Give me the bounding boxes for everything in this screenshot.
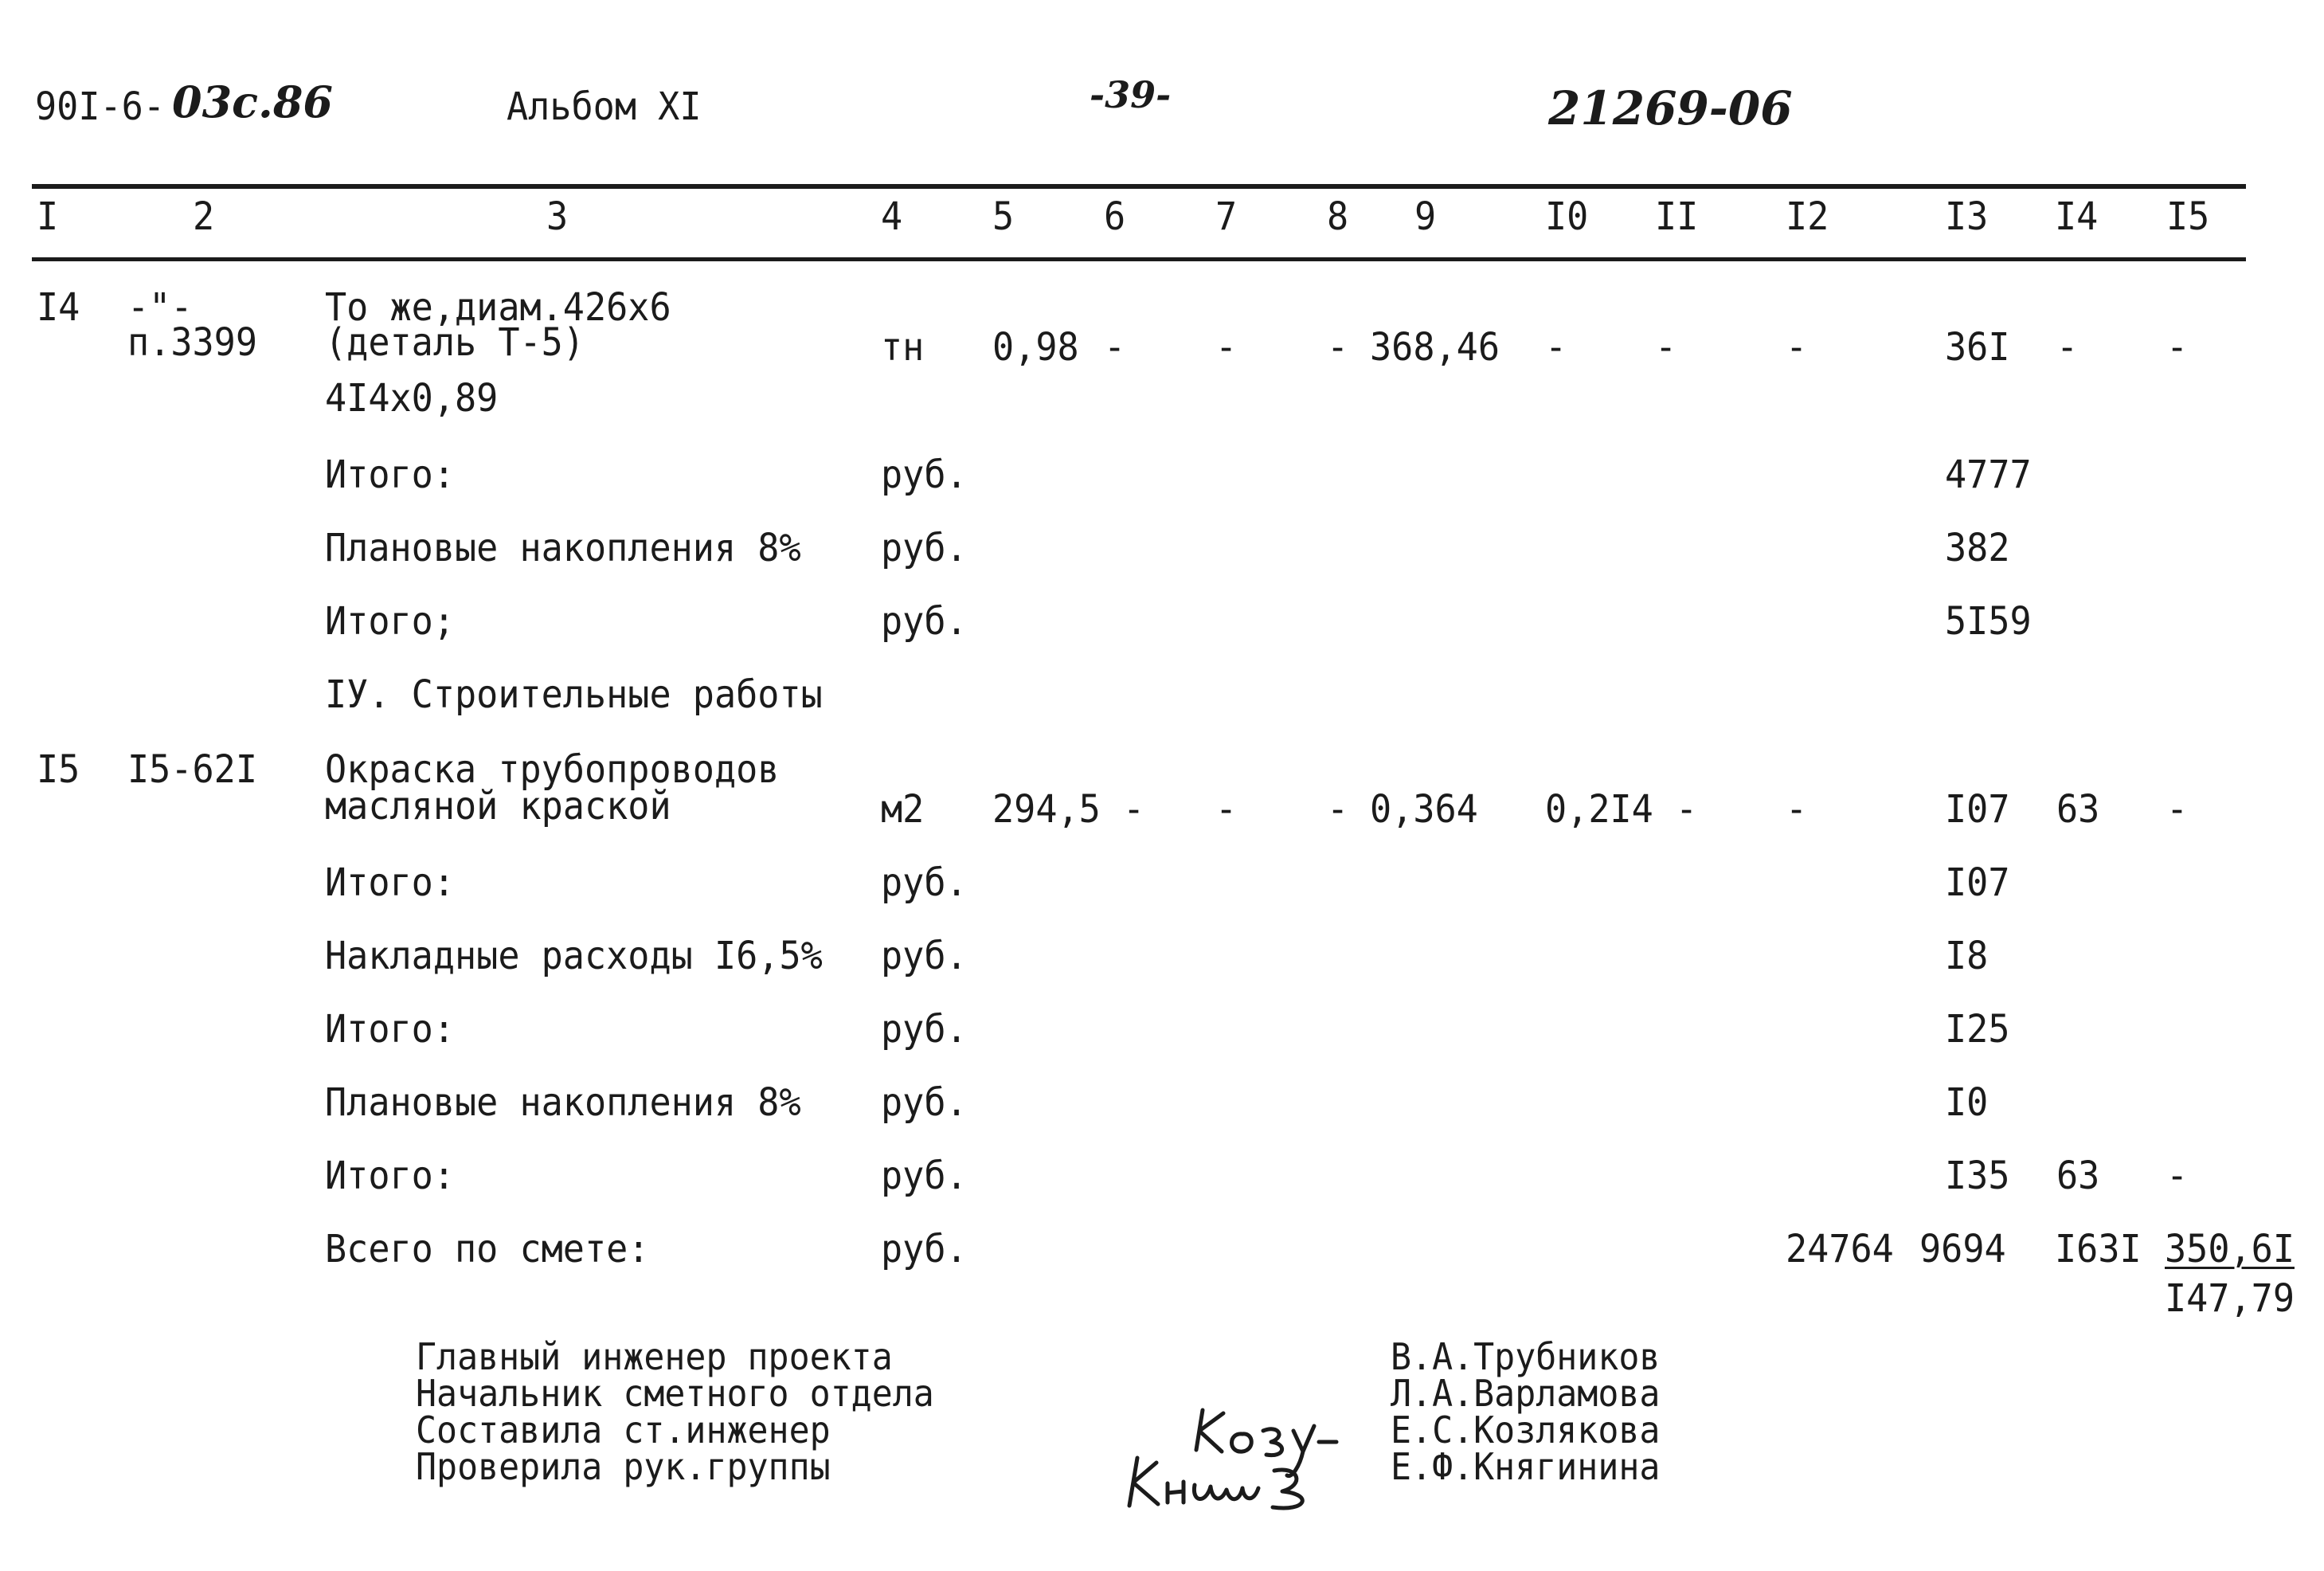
grand-total-unit: руб. — [881, 1227, 968, 1271]
signature-name: Л.А.Варламова — [1391, 1372, 1661, 1415]
subtotal-label: Накладные расходы I6,5% — [325, 934, 823, 978]
row-description: Окраска трубопроводов — [325, 747, 780, 792]
column-header: 8 — [1327, 194, 1349, 239]
subtotal-value: I35 — [1945, 1154, 2010, 1198]
grand-total-value: 9694 — [1919, 1227, 2006, 1271]
row-quantity: 294,5 — [992, 787, 1101, 832]
row-cell: - — [1215, 325, 1238, 370]
column-header: 7 — [1215, 194, 1238, 239]
subtotal-value: I25 — [1945, 1007, 2010, 1052]
subtotal-value: - — [2166, 1154, 2189, 1198]
column-header: II — [1655, 194, 1699, 239]
row-quantity: 0,98 — [992, 325, 1079, 370]
page-number: -39- — [1090, 73, 1172, 116]
row-cell: 36I — [1945, 325, 2010, 370]
column-header: I3 — [1945, 194, 1989, 239]
column-header: I4 — [2055, 194, 2099, 239]
subtotal-unit: руб. — [881, 934, 968, 978]
document-code-handwritten: 03с.86 — [172, 76, 333, 127]
row-cell: 0,2I4 — [1545, 787, 1653, 832]
subtotal-label: Итого: — [325, 1007, 455, 1052]
subtotal-value: 382 — [1945, 526, 2010, 570]
header-rule — [32, 257, 2246, 261]
subtotal-unit: руб. — [881, 860, 968, 905]
subtotal-unit: руб. — [881, 1007, 968, 1052]
column-header: 2 — [193, 194, 215, 239]
row-reference: I5-62I — [127, 747, 257, 792]
subtotal-unit: руб. — [881, 452, 968, 497]
row-number: I5 — [37, 747, 80, 792]
document-number: 21269-06 — [1548, 81, 1793, 135]
grand-total-value: 350,6I — [2165, 1227, 2295, 1271]
row-cell: - — [1104, 325, 1126, 370]
section-title: IУ. Строительные работы — [325, 672, 823, 717]
row-cell: - — [1786, 325, 1808, 370]
subtotal-unit: руб. — [881, 526, 968, 570]
row-cell: - — [1655, 325, 1677, 370]
subtotal-label: Итого: — [325, 860, 455, 905]
row-number: I4 — [37, 285, 80, 330]
signature-name: В.А.Трубников — [1391, 1335, 1661, 1378]
row-cell: - — [1123, 787, 1145, 832]
row-cell: - — [1676, 787, 1698, 832]
subtotal-value: I07 — [1945, 860, 2010, 905]
signature-role: Составила ст.инженер — [416, 1408, 831, 1452]
signature-role: Главный инженер проекта — [416, 1335, 893, 1378]
subtotal-label: Плановые накопления 8% — [325, 1080, 801, 1125]
subtotal-label: Итого; — [325, 599, 455, 644]
row-cell: - — [2166, 787, 2189, 832]
row-price: 368,46 — [1370, 325, 1500, 370]
row-cell: - — [1545, 325, 1567, 370]
row-reference: -"- — [127, 285, 193, 330]
row-description: масляной краской — [325, 784, 671, 829]
signature-name: Е.Ф.Княгинина — [1391, 1445, 1661, 1488]
row-cell: - — [1215, 787, 1238, 832]
column-header: I2 — [1786, 194, 1829, 239]
subtotal-label: Итого: — [325, 1154, 455, 1198]
row-description: (деталь Т-5) — [325, 320, 585, 365]
row-description: 4I4x0,89 — [325, 376, 499, 421]
subtotal-unit: руб. — [881, 599, 968, 644]
column-header: I — [37, 194, 59, 239]
row-cell: 63 — [2056, 787, 2100, 832]
row-cell: - — [1327, 787, 1349, 832]
top-rule — [32, 184, 2246, 189]
handwritten-signature — [1123, 1402, 1378, 1514]
signature-name: Е.С.Козлякова — [1391, 1408, 1661, 1452]
row-price: 0,364 — [1370, 787, 1478, 832]
grand-total-value: I63I — [2055, 1227, 2142, 1271]
subtotal-value: I8 — [1945, 934, 1989, 978]
column-header: 4 — [881, 194, 903, 239]
subtotal-label: Плановые накопления 8% — [325, 526, 801, 570]
subtotal-value: 4777 — [1945, 452, 2032, 497]
row-cell: I07 — [1945, 787, 2010, 832]
column-header: 6 — [1104, 194, 1126, 239]
grand-total-label: Всего по смете: — [325, 1227, 650, 1271]
column-header: 3 — [546, 194, 569, 239]
document-code: 90I-6- — [35, 84, 165, 129]
row-cell: - — [1327, 325, 1349, 370]
grand-total-value: I47,79 — [2165, 1276, 2295, 1321]
row-cell: - — [2056, 325, 2079, 370]
column-header: I0 — [1545, 194, 1589, 239]
album-label: Альбом XI — [507, 84, 702, 129]
subtotal-unit: руб. — [881, 1080, 968, 1125]
grand-total-value: 24764 — [1786, 1227, 1894, 1271]
signature-role: Проверила рук.группы — [416, 1445, 831, 1488]
column-header: 5 — [992, 194, 1015, 239]
subtotal-unit: руб. — [881, 1154, 968, 1198]
row-description: То же,диам.426x6 — [325, 285, 671, 330]
row-reference: п.3399 — [127, 320, 257, 365]
row-cell: - — [2166, 325, 2189, 370]
column-header: 9 — [1414, 194, 1437, 239]
subtotal-value: 5I59 — [1945, 599, 2032, 644]
subtotal-label: Итого: — [325, 452, 455, 497]
row-unit: тн — [881, 325, 925, 370]
column-header: I5 — [2166, 194, 2210, 239]
subtotal-value: I0 — [1945, 1080, 1989, 1125]
row-cell: - — [1786, 787, 1808, 832]
subtotal-value: 63 — [2056, 1154, 2100, 1198]
row-unit: м2 — [881, 787, 925, 832]
signature-role: Начальник сметного отдела — [416, 1372, 934, 1415]
